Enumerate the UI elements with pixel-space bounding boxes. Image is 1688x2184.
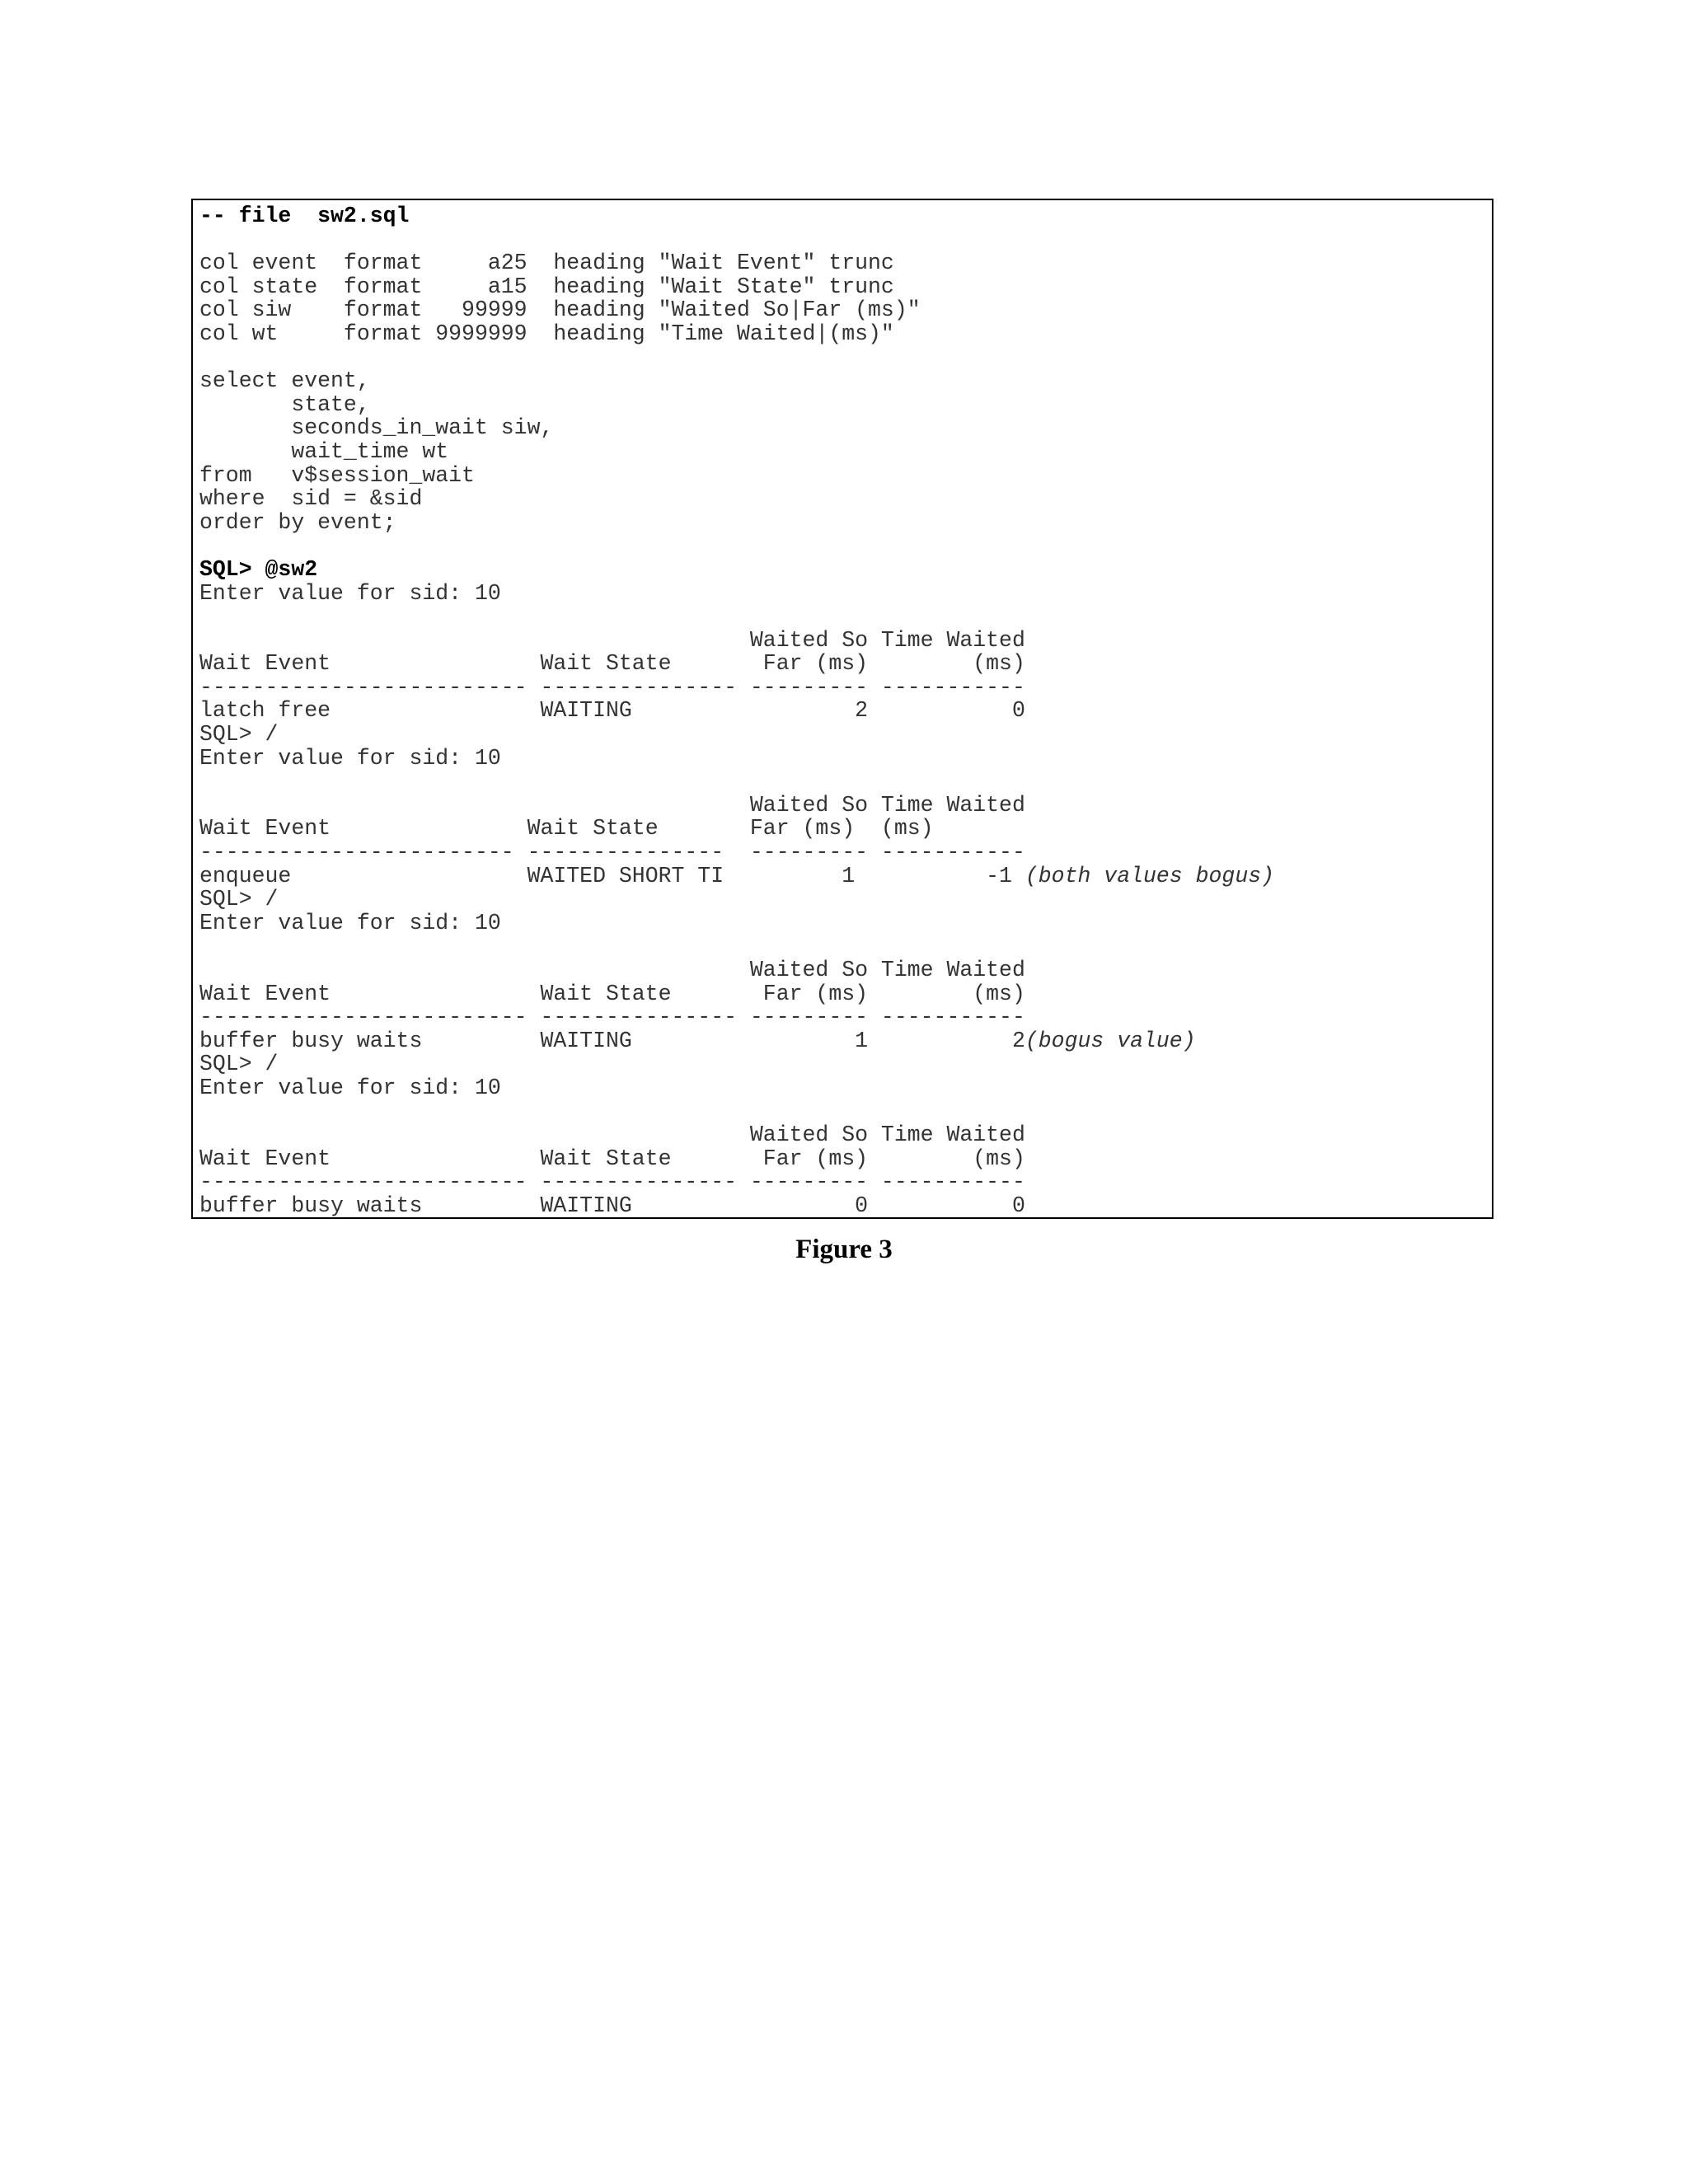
code-line-text: ------------------------- --------------- --------- ----------- [199,1005,1025,1030]
code-line [199,817,1492,841]
code-line-text: state, [199,391,370,417]
code-line-text: col event format a25 heading "Wait Event" trunc [199,251,894,276]
code-line [199,440,1492,464]
code-line-text: enqueue WAITED SHORT TI 1 -1 [199,863,1025,888]
code-line [199,322,1492,346]
code-line-text: buffer busy waits WAITING 1 2 [199,1028,1025,1053]
code-line [199,582,1492,606]
code-line [199,770,1492,794]
code-line-text: col siw format 99999 heading "Waited So|Far (ms)" [199,298,921,323]
code-line-text: Wait Event Wait State Far (ms) (ms) [199,651,1025,677]
code-line [199,747,1492,771]
code-line [199,204,1492,228]
code-line-text: ------------------------- --------------- --------- ----------- [199,1169,1025,1195]
code-line [199,251,1492,275]
code-line [199,841,1492,865]
code-line [199,416,1492,440]
code-line-text: -- file sw2.sql [199,204,410,228]
code-line [199,865,1492,888]
code-line [199,1076,1492,1100]
code-line [199,393,1492,417]
code-line-annotation: (both values bogus) [1025,863,1275,888]
code-line [199,558,1492,582]
code-line-text: Enter value for sid: 10 [199,1075,501,1100]
code-line-text: col wt format 9999999 heading "Time Waited|(ms)" [199,321,894,346]
code-line-text: order by event; [199,509,396,535]
code-line [199,982,1492,1006]
code-listing-box [191,199,1493,1219]
code-line [199,1029,1492,1053]
code-line [199,1052,1492,1076]
code-line-text: SQL> @sw2 [199,556,318,582]
code-line [199,652,1492,676]
code-line-text: Enter value for sid: 10 [199,745,501,771]
code-line-text: ------------------------ --------------- --------- ----------- [199,840,1025,865]
code-line-text: SQL> / [199,722,279,748]
code-line-text: Wait Event Wait State Far (ms) (ms) [199,981,1025,1006]
code-line [199,605,1492,629]
code-line-text: col state format a15 heading "Wait State" trunc [199,274,894,299]
code-line-text: Enter value for sid: 10 [199,910,501,935]
code-line [199,935,1492,958]
code-line [199,958,1492,982]
code-line [199,511,1492,535]
code-line [199,487,1492,511]
code-line-text: select event, [199,368,370,394]
code-line-text: from v$session_wait [199,462,475,488]
code-line [199,1147,1492,1171]
code-line-text: Waited So Time Waited [199,958,1025,982]
code-line-text: Waited So Time Waited [199,627,1025,653]
code-line [199,1100,1492,1124]
code-line-text: Waited So Time Waited [199,792,1025,818]
code-line [199,676,1492,700]
code-line [199,1123,1492,1147]
code-listing [199,204,1492,1218]
code-line-text: where sid = &sid [199,486,423,512]
code-line-text: buffer busy waits WAITING 0 0 [199,1193,1025,1218]
code-line [199,298,1492,322]
code-line-text: Enter value for sid: 10 [199,580,501,606]
code-line-text: SQL> / [199,1052,279,1077]
code-line-text: ------------------------- --------------- --------- ----------- [199,674,1025,700]
code-line-annotation: (bogus value) [1025,1028,1196,1053]
code-line [199,346,1492,370]
code-line [199,369,1492,393]
code-line [199,912,1492,935]
code-line [199,888,1492,912]
code-line [199,794,1492,818]
code-line-text: Waited So Time Waited [199,1122,1025,1148]
code-line-text: Wait Event Wait State Far (ms) (ms) [199,1146,1025,1171]
code-line-text: wait_time wt [199,438,449,464]
code-line [199,228,1492,252]
code-line-text: SQL> / [199,887,279,912]
code-line [199,629,1492,653]
code-line [199,1170,1492,1194]
code-line [199,534,1492,558]
code-line [199,464,1492,488]
figure-caption: Figure 3 [795,1235,893,1264]
code-line-text: latch free WAITING 2 0 [199,698,1025,724]
code-line-text: Wait Event Wait State Far (ms) (ms) [199,816,934,841]
code-line [199,723,1492,747]
code-line [199,1005,1492,1029]
code-line-text: seconds_in_wait siw, [199,415,554,441]
code-line [199,699,1492,723]
code-line [199,1194,1492,1218]
code-line [199,275,1492,299]
